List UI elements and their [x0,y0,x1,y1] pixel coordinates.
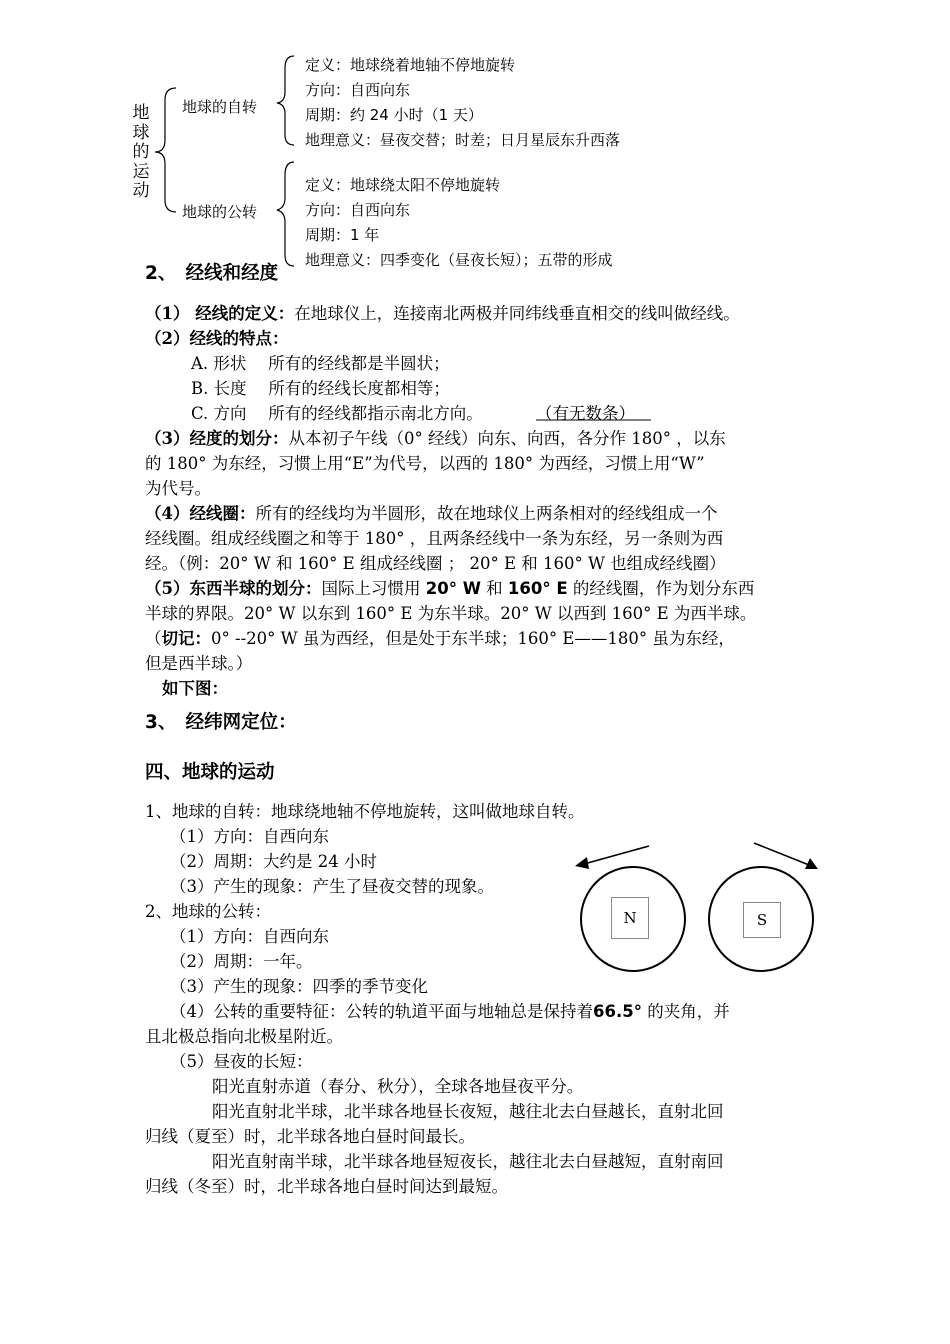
see-below: 如下图： [162,679,228,698]
revolution-item: （1）方向：自西向东 [170,927,329,946]
revolution-item: （5）昼夜的长短： [170,1052,313,1071]
revolution-item: 周期：1 年 [305,226,380,244]
rotation-item: 地理意义：昼夜交替；时差；日月星辰东升西落 [305,131,621,149]
paragraph-5-line: （切记：0° --20° W 虽为西经，但是处于东半球；160° E——180° 虽为东经， [145,629,735,648]
rotation-item: （2）周期：大约是 24 小时 [170,852,377,871]
section-3-heading: 3、 经纬网定位： [145,712,297,733]
revolution-item-line: 且北极总指向北极星附近。 [145,1027,343,1046]
revolution-item: （4）公转的重要特征：公转的轨道平面与地轴总是保持着66.5° 的夹角，并 [170,1002,730,1021]
rotation-item: 方向：自西向东 [305,81,411,99]
feature-item: A. 形状 所有的经线都是半圆状； [191,354,450,373]
section-2-heading: 2、 经线和经度 [145,263,279,284]
feature-note: （有无数条） [536,404,635,423]
rotation-item: （3）产生的现象：产生了昼夜交替的现象。 [170,877,494,896]
revolution-title: 地球的公转 [182,203,258,221]
paragraph-4-line: 经。（例：20° W 和 160° E 组成经线圈 ； 20° E 和 160° W 也组成经线圈） [145,554,726,573]
daylength-line: 阳光直射北半球，北半球各地昼长夜短，越往北去白昼越长，直射北回 [212,1102,724,1121]
paragraph-3: （3）经度的划分：从本初子午线（0° 经线）向东、向西，各分作 180° ，以东 [145,429,726,448]
mindmap-root: 地球的运动 [132,103,150,201]
rotation-item: 周期：约 24 小时（1 天） [305,106,483,124]
section-4-heading: 四、地球的运动 [145,762,275,783]
revolution-item: （2）周期：一年。 [170,952,313,971]
paragraph-5: （5）东西半球的划分：国际上习惯用 20° W 和 160° E 的经线圈，作为划分东西 [145,579,755,598]
paragraph-5-line: 半球的界限。20° W 以东到 160° E 为东半球。20° W 以西到 160° E 为西半球。 [145,604,757,623]
rotation-line: 1、地球的自转：地球绕地轴不停地旋转，这叫做地球自转。 [145,802,585,821]
paragraph-3-line: 为代号。 [145,479,211,498]
paragraph-2-label: （2）经线的特点： [145,329,289,348]
south-pole-label: S [743,902,781,938]
rotation-title: 地球的自转 [182,98,258,116]
rotation-item: 定义：地球绕着地轴不停地旋转 [305,56,516,74]
daylength-line: 归线（夏至）时，北半球各地白昼时间最长。 [145,1127,475,1146]
daylength-line: 归线（冬至）时，北半球各地白昼时间达到最短。 [145,1177,508,1196]
revolution-item: 地理意义：四季变化（昼夜长短）；五带的形成 [305,251,613,269]
paragraph-1: （1） 经线的定义：在地球仪上，连接南北两极并同纬线垂直相交的线叫做经线。 [145,304,740,323]
revolution-item: 方向：自西向东 [305,201,411,219]
paragraph-4: （4）经线圈：所有的经线均为半圆形，故在地球仪上两条相对的经线组成一个 [145,504,718,523]
feature-item: C. 方向 所有的经线都指示南北方向。 [191,404,483,423]
rotation-item: （1）方向：自西向东 [170,827,329,846]
daylength-line: 阳光直射赤道（春分、秋分），全球各地昼夜平分。 [212,1077,584,1096]
daylength-line: 阳光直射南半球，北半球各地昼短夜长，越往北去白昼越短，直射南回 [212,1152,724,1171]
north-pole-label: N [611,897,649,939]
paragraph-4-line: 经线圈。组成经线圈之和等于 180° ，且两条经线中一条为东经，另一条则为西 [145,529,724,548]
revolution-item: （3）产生的现象：四季的季节变化 [170,977,428,996]
revolution-line: 2、地球的公转： [145,902,271,921]
paragraph-5-line: 但是西半球。） [145,654,253,673]
paragraph-3-line: 的 180° 为东经，习惯上用“E”为代号，以西的 180° 为西经，习惯上用“W” [145,454,705,473]
revolution-item: 定义：地球绕太阳不停地旋转 [305,176,501,194]
feature-item: B. 长度 所有的经线长度都相等； [191,379,450,398]
